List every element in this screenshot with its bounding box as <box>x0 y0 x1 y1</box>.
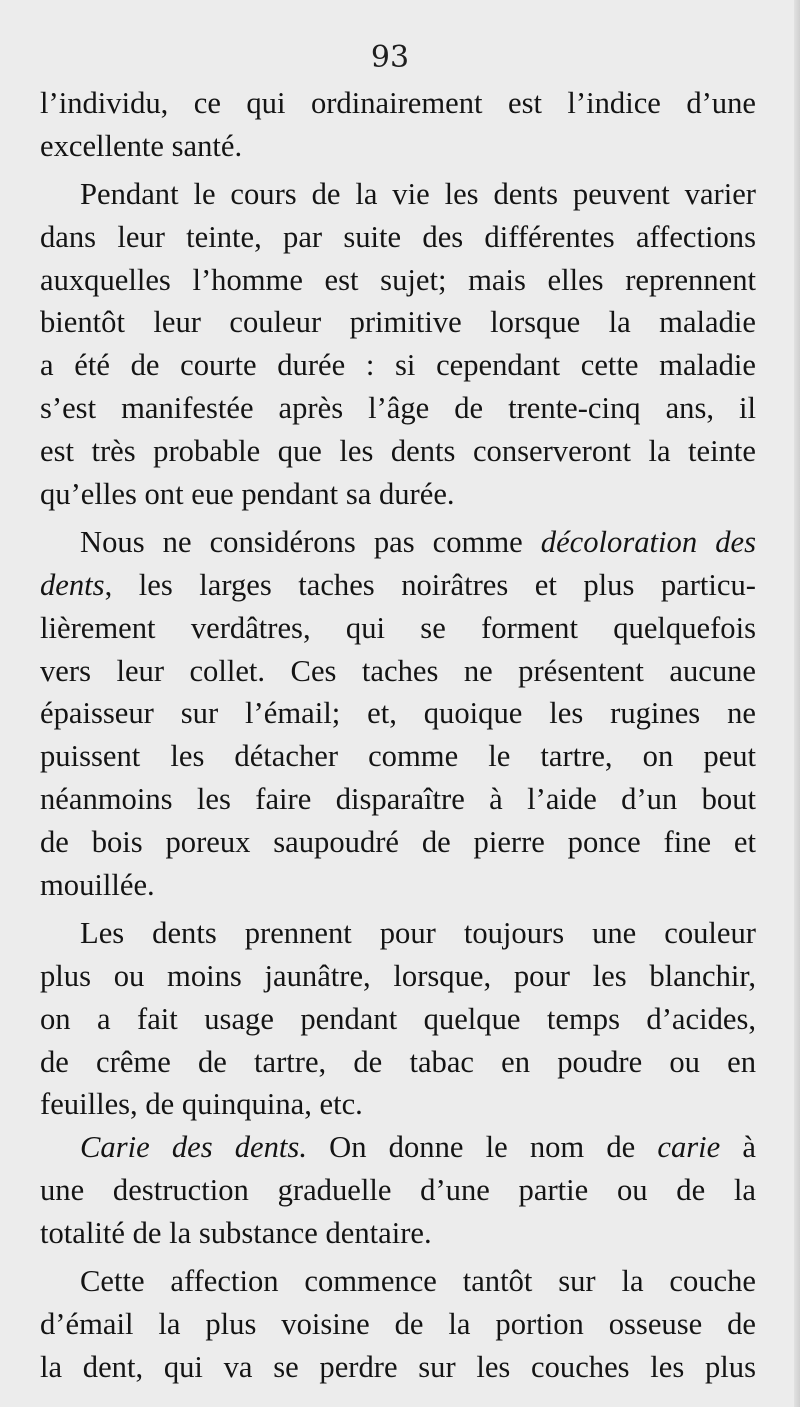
text-line: auxquelles l’homme est sujet; mais elles reprennent <box>40 262 756 297</box>
text-line: qu’elles ont eue pendant sa durée. <box>40 477 455 512</box>
text-line: d’émail la plus voisine de la portion osseuse de <box>40 1306 756 1341</box>
italic-term: carie <box>657 1130 721 1165</box>
text-line: épaisseur sur l’émail; et, quoique les rugines ne <box>40 696 756 731</box>
text-line: Les dents prennent pour toujours une couleur <box>80 915 756 950</box>
text-segment: On donne le nom de <box>307 1130 658 1165</box>
text-line <box>40 1126 756 1169</box>
text-line: Pendant le cours de la vie les dents peuvent varier <box>80 176 756 211</box>
text-line: on a fait usage pendant quelque temps d’acides, <box>40 1001 756 1036</box>
paragraph-1 <box>40 82 756 168</box>
text-line: puissent les détacher comme le tartre, on peut <box>40 739 756 774</box>
text-segment: , les larges taches noirâtres et plus particu- <box>104 567 756 602</box>
text-segment: Nous ne considérons pas comme <box>80 524 523 559</box>
page-edge-shadow <box>794 0 800 1407</box>
italic-term: décoloration des <box>540 524 756 559</box>
text-line: l’individu, ce qui ordinairement est l’indice d’une <box>40 86 756 120</box>
text-line <box>40 564 756 607</box>
paragraph-5 <box>40 1126 756 1255</box>
text-line: totalité de la substance dentaire. <box>40 1216 432 1251</box>
text-segment: à <box>720 1130 756 1165</box>
text-line: dans leur teinte, par suite des différentes affections <box>40 219 756 254</box>
text-line: feuilles, de quinquina, etc. <box>40 1087 363 1122</box>
text-line: plus ou moins jaunâtre, lorsque, pour les blanchir, <box>40 958 756 993</box>
text-line: excellente santé. <box>40 128 243 163</box>
text-line: néanmoins les faire disparaître à l’aide d’un bout <box>40 782 756 817</box>
text-line: bientôt leur couleur primitive lorsque la maladie <box>40 305 756 340</box>
section-heading: Carie des dents. <box>80 1130 307 1165</box>
page-number: 93 <box>370 40 410 75</box>
text-line: Cette affection commence tantôt sur la couche <box>80 1264 756 1299</box>
italic-term: dents <box>40 567 105 602</box>
text-line: de bois poreux saupoudré de pierre ponce fine et <box>40 825 756 860</box>
text-line <box>40 521 756 564</box>
text-line: lièrement verdâtres, qui se forment quelquefois <box>40 610 756 645</box>
text-line: vers leur collet. Ces taches ne présentent aucune <box>40 653 756 688</box>
text-line: mouillée. <box>40 868 155 903</box>
text-line: est très probable que les dents conserveront la teinte <box>40 434 756 469</box>
paragraph-3 <box>40 521 756 907</box>
text-line: une destruction graduelle d’une partie ou de la <box>40 1173 756 1208</box>
body-text <box>40 82 756 1389</box>
text-line: s’est manifestée après l’âge de trente-cinq ans, il <box>40 391 756 426</box>
text-line: de crême de tartre, de tabac en poudre ou en <box>40 1044 756 1079</box>
text-line: a été de courte durée : si cependant cette maladie <box>40 348 756 383</box>
paragraph-4 <box>40 912 756 1126</box>
paragraph-2 <box>40 173 756 516</box>
text-line: la dent, qui va se perdre sur les couches les plus <box>40 1349 756 1384</box>
paragraph-6 <box>40 1260 756 1389</box>
